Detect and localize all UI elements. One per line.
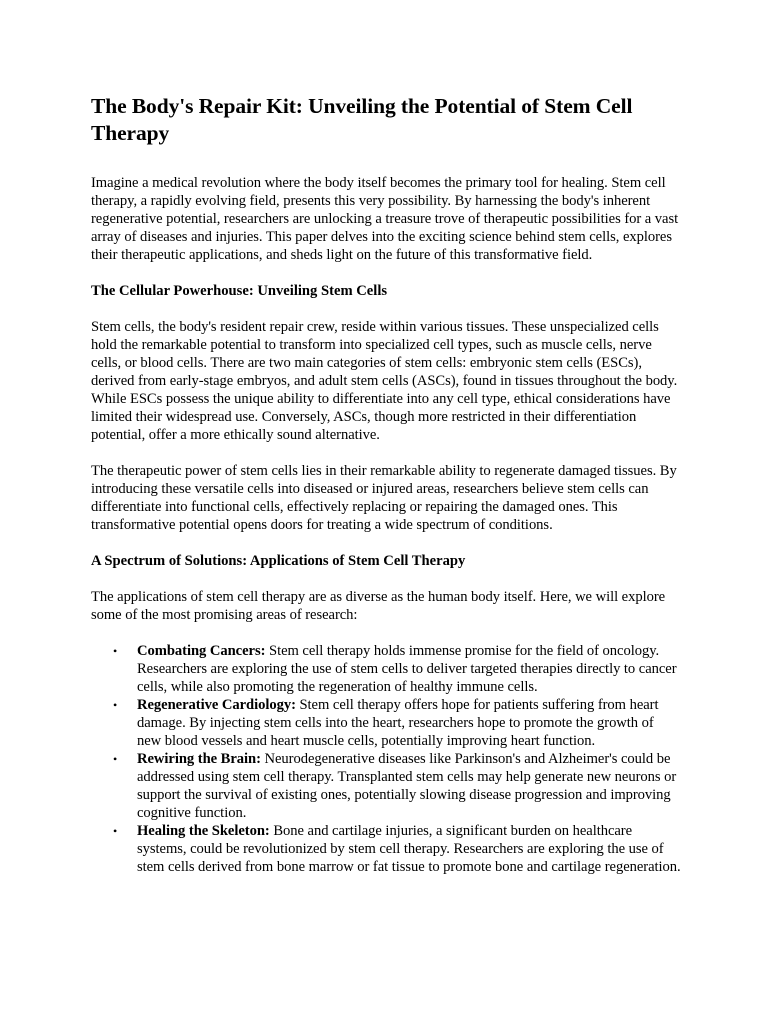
- stem-cells-paragraph-2: The therapeutic power of stem cells lies in their remarkable ability to regenerate damaged tissues. By introducing these versatile cells into diseased or injured areas, researchers believe stem cells can differentiate into functional cells, effectively replacing or repairing the damaged ones. This transformative potential opens doors for treating a wide spectrum of conditions.: [91, 463, 677, 533]
- list-item-term: Healing the Skeleton:: [137, 823, 270, 839]
- list-item-term: Regenerative Cardiology:: [137, 697, 296, 713]
- section-heading-applications: A Spectrum of Solutions: Applications of Stem Cell Therapy: [91, 553, 466, 569]
- document-title: The Body's Repair Kit: Unveiling the Potential of Stem Cell Therapy: [91, 94, 633, 145]
- bullet-icon: •: [113, 644, 118, 658]
- list-item-term: Rewiring the Brain:: [137, 751, 261, 767]
- list-item-skeleton: [91, 822, 681, 876]
- list-item-brain: [91, 750, 681, 822]
- applications-list: [91, 642, 681, 876]
- list-item-term: Combating Cancers:: [137, 643, 266, 659]
- bullet-icon: •: [113, 752, 118, 766]
- stem-cells-paragraph-1: Stem cells, the body's resident repair crew, reside within various tissues. These unspecialized cells hold the remarkable potential to transform into specialized cell types, such as muscle cells, nerve cells, or blood cells. There are two main categories of stem cells: embryonic stem cells (ESCs), derived from early-stage embryos, and adult stem cells (ASCs), found in tissues throughout the body. While ESCs possess the unique ability to differentiate into any cell type, ethical considerations have limited their widespread use. Conversely, ASCs, though more restricted in their differentiation potential, offer a more ethically sound alternative.: [91, 319, 678, 443]
- list-item-cardiology: [91, 696, 681, 750]
- bullet-icon: •: [113, 698, 118, 712]
- list-item-text: Neurodegenerative diseases like Parkinson's and Alzheimer's could be addressed using stem cell therapy. Transplanted stem cells may help generate new neurons or support the survival of existing ones, potentially slowing disease progression and improving cognitive function.: [137, 751, 677, 821]
- list-item-cancers: [91, 642, 681, 696]
- applications-paragraph: The applications of stem cell therapy are as diverse as the human body itself. Here, we will explore some of the most promising areas of research:: [91, 589, 666, 623]
- section-heading-stem-cells: The Cellular Powerhouse: Unveiling Stem Cells: [91, 283, 388, 299]
- list-item-text: Bone and cartilage injuries, a significant burden on healthcare systems, could be revolutionized by stem cell therapy. Researchers are exploring the use of stem cells derived from bone marrow or fat tissue to promote bone and cartilage regeneration.: [137, 823, 681, 875]
- document-page: [91, 93, 681, 876]
- list-item-text: Stem cell therapy holds immense promise for the field of oncology. Researchers are exploring the use of stem cells to deliver targeted therapies directly to cancer cells, while also promoting the regeneration of healthy immune cells.: [137, 643, 677, 695]
- intro-paragraph: Imagine a medical revolution where the body itself becomes the primary tool for healing. Stem cell therapy, a rapidly evolving field, presents this very possibility. By harnessing the body's inherent regenerative potential, researchers are unlocking a treasure trove of therapeutic possibilities for a vast array of diseases and injuries. This paper delves into the exciting science behind stem cells, explores their therapeutic applications, and sheds light on the future of this transformative field.: [91, 175, 679, 263]
- bullet-icon: •: [113, 824, 118, 838]
- list-item-text: Stem cell therapy offers hope for patients suffering from heart damage. By injecting stem cells into the heart, researchers hope to promote the growth of new blood vessels and heart muscle cells, potentially improving heart function.: [137, 697, 659, 749]
